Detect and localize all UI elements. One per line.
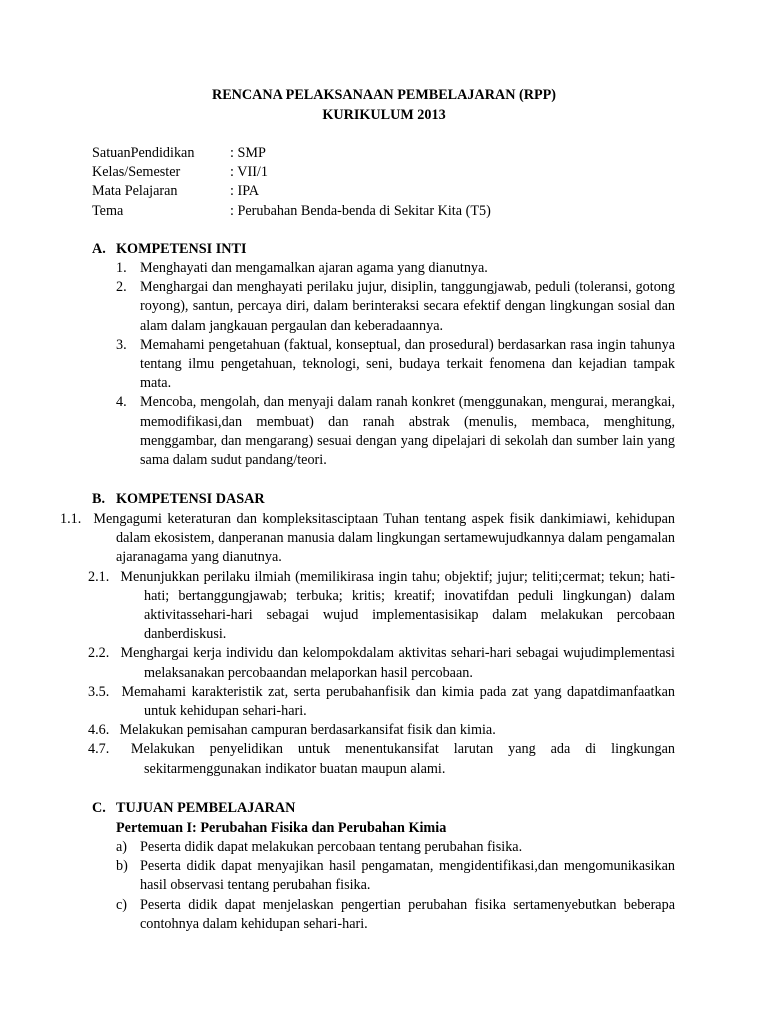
section-title: KOMPETENSI DASAR: [116, 491, 265, 507]
item-text: Mengagumi keteraturan dan kompleksitasciptaan Tuhan tentang aspek fisik dankimiawi, kehidupan dalam ekosistem, danperanan manusia dalam lingkungan sertamewujudkannya dalam pengamalan ajaranagama yang dianutnya.: [93, 511, 675, 566]
section-heading-kompetensi-inti: [92, 240, 246, 259]
list-item: [0, 336, 768, 394]
list-item: [0, 857, 768, 895]
item-text: Menunjukkan perilaku ilmiah (memilikirasa ingin tahu; objektif; jujur; teliti;cermat; tekun; hati-hati; bertanggungjawab; terbuka; kritis; kreatif; inovatifdan peduli lingkungan) dalam aktivitassehari-hari sebagai wujud implementasisikap dalam melakukan percobaan danberdiskusi.: [120, 568, 676, 643]
tujuan-pembelajaran-list: [0, 838, 768, 934]
identity-row: [92, 144, 692, 163]
identity-row: [92, 163, 692, 182]
list-item: [0, 393, 768, 470]
kompetensi-dasar-list: [0, 510, 768, 779]
identity-row: [92, 182, 692, 201]
item-text: Melakukan pemisahan campuran berdasarkansifat fisik dan kimia.: [119, 722, 496, 739]
identity-value: : VII/1: [230, 164, 268, 181]
item-text: Memahami pengetahuan (faktual, konseptual, dan prosedural) berdasarkan rasa ingin tahunya tentang ilmu pengetahuan, teknologi, seni, budaya terkait fenomena dan kejadian tampak mata.: [140, 336, 675, 392]
identity-label: Mata Pelajaran: [92, 183, 178, 200]
item-text-wrap: 4.6. Melakukan pemisahan campuran berdasarkansifat fisik dan kimia.: [88, 722, 496, 739]
kompetensi-inti-list: [0, 259, 768, 470]
section-letter: C.: [92, 800, 106, 816]
identity-label: SatuanPendidikan: [92, 145, 195, 161]
list-item: [0, 510, 768, 568]
section-letter: B.: [92, 491, 106, 507]
identity-value: : Perubahan Benda-benda di Sekitar Kita (T5): [230, 202, 491, 219]
list-item: [0, 259, 768, 278]
section-title: TUJUAN PEMBELAJARAN: [116, 800, 296, 816]
item-text: Menghargai kerja individu dan kelompokdalam aktivitas sehari-hari sebagai wujudimplementasi melaksanakan percobaandan melaporkan hasil percobaan.: [120, 645, 676, 681]
list-item: [0, 721, 768, 740]
item-text: Peserta didik dapat menjelaskan pengertian perubahan fisika sertamenyebutkan beberapa contohnya dalam kehidupan sehari-hari.: [140, 896, 675, 932]
identity-row: [92, 202, 692, 221]
item-number: b): [116, 858, 128, 875]
identity-value: : SMP: [230, 145, 266, 161]
identity-table: [92, 144, 692, 221]
item-text: Peserta didik dapat melakukan percobaan tentang perubahan fisika.: [140, 839, 523, 855]
item-text-wrap: 4.7. Melakukan penyelidikan untuk menentukansifat larutan yang ada di lingkungan sekitarmenggunakan indikator buatan maupun alami.: [88, 741, 675, 777]
document-title: RENCANA PELAKSANAAN PEMBELAJARAN (RPP): [211, 87, 557, 103]
list-item: [0, 568, 768, 645]
list-item: [0, 838, 768, 857]
item-text: Menghayati dan mengamalkan ajaran agama yang dianutnya.: [140, 260, 488, 276]
item-number: a): [116, 839, 128, 855]
item-text: Melakukan penyelidikan untuk menentukansifat larutan yang ada di lingkungan sekitarmenggunakan indikator buatan maupun alami.: [130, 741, 675, 777]
list-item: [0, 683, 768, 721]
list-item: [0, 278, 768, 336]
section-title: KOMPETENSI INTI: [116, 241, 247, 257]
item-text-wrap: 2.1. Menunjukkan perilaku ilmiah (memilikirasa ingin tahu; objektif; jujur; teliti;cermat; tekun; hati-hati; bertanggungjawab; terbuka; kritis; kreatif; inovatifdan peduli lingkungan) dalam aktivitassehari-hari sebagai wujud implementasisikap dalam melakukan percobaan danberdiskusi.: [88, 568, 676, 643]
item-number: 4.: [116, 394, 127, 411]
item-text-wrap: 2.2. Menghargai kerja individu dan kelompokdalam aktivitas sehari-hari sebagai wujudimplementasi melaksanakan percobaandan melaporkan hasil percobaan.: [88, 645, 676, 681]
list-item: [0, 644, 768, 682]
item-text: Mencoba, mengolah, dan menyaji dalam ranah konkret (menggunakan, mengurai, merangkai, memodifikasi,dan membuat) dan ranah abstrak (menulis, membaca, menghitung, menggambar, dan mengarang) sesuai dengan yang dipelajari di sekolah dan sumber lain yang sama dalam sudut pandang/teori.: [140, 394, 675, 469]
item-text: Menghargai dan menghayati perilaku jujur, disiplin, tanggungjawab, peduli (toleransi, gotong royong), santun, percaya diri, dalam berinteraksi secara efektif dengan lingkungan sosial dan alam dalam jangkauan pergaulan dan keberadaannya.: [140, 279, 675, 334]
item-number: 1.: [116, 260, 127, 276]
list-item: [0, 740, 768, 778]
item-text: Memahami karakteristik zat, serta perubahanfisik dan kimia pada zat yang dapatdimanfaatkan untuk kehidupan sehari-hari.: [121, 683, 675, 720]
document-subtitle: KURIKULUM 2013: [322, 107, 446, 123]
meeting-subheading: Pertemuan I: Perubahan Fisika dan Perubahan Kimia: [116, 820, 447, 836]
item-text: Peserta didik dapat menyajikan hasil pengamatan, mengidentifikasi,dan mengomunikasikan hasil observasi tentang perubahan fisika.: [140, 858, 675, 894]
identity-label: Kelas/Semester: [92, 164, 181, 181]
identity-label: Tema: [92, 202, 124, 219]
section-heading-tujuan-pembelajaran: [92, 799, 295, 818]
item-text-wrap: 3.5. Memahami karakteristik zat, serta perubahanfisik dan kimia pada zat yang dapatdimanfaatkan untuk kehidupan sehari-hari.: [88, 683, 675, 720]
section-heading-kompetensi-dasar: [92, 490, 265, 509]
identity-value: : IPA: [230, 183, 260, 200]
item-number: 3.: [116, 336, 127, 353]
item-number: c): [116, 896, 128, 913]
list-item: [0, 896, 768, 934]
item-number: 2.: [116, 279, 127, 296]
item-text-wrap: 1.1. Mengagumi keteraturan dan kompleksitasciptaan Tuhan tentang aspek fisik dankimiawi, kehidupan dalam ekosistem, danperanan manusia dalam lingkungan sertamewujudkannya dalam pengamalan ajaranagama yang dianutnya.: [60, 511, 675, 566]
section-letter: A.: [92, 241, 106, 257]
